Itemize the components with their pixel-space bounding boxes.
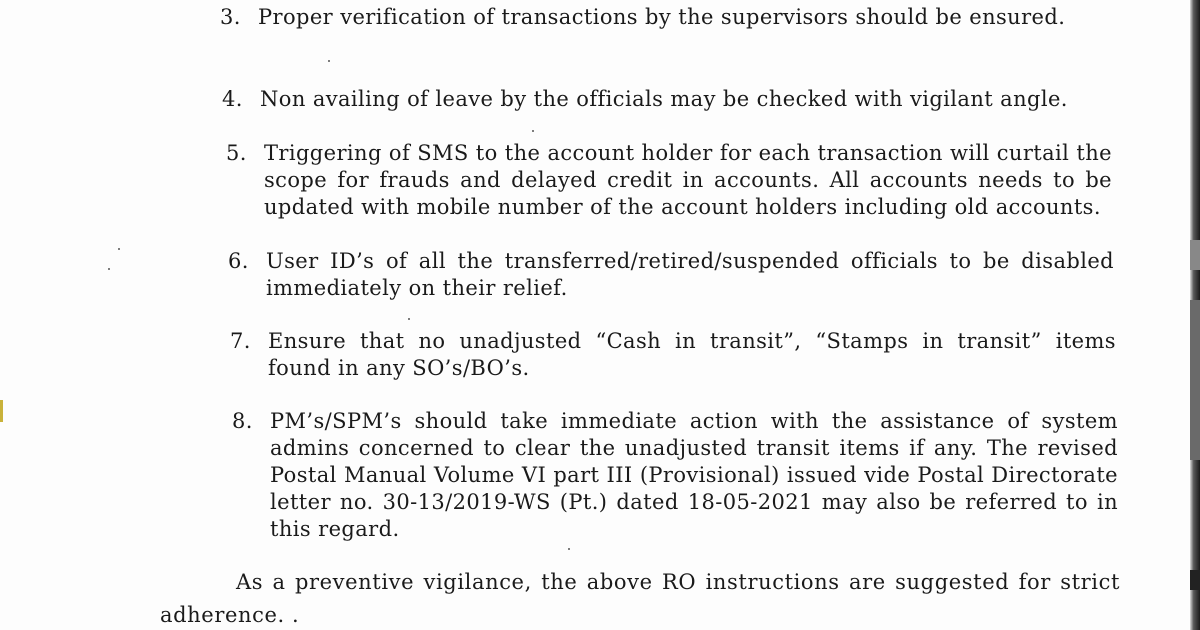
closing-paragraph: As a preventive vigilance, the above RO instructions are suggested for strict adherence. . [160, 570, 1120, 627]
scan-speck [328, 60, 330, 62]
scan-speck [108, 268, 110, 270]
item-number: 3. [220, 5, 241, 29]
scan-speck [408, 318, 410, 320]
item-text: PM’s/SPM’s should take immediate action with the assistance of system admins concerned to clear the unadjusted transit items if any. The revised Postal Manual Volume VI part III (Provisional) issued vide Postal Directorate letter no. 30-13/2019-WS (Pt.) dated 18-05-2021 may also be referred to in this regard. [270, 409, 1118, 541]
item-number: 8. [232, 409, 253, 433]
scan-speck [532, 130, 534, 132]
item-text: Ensure that no unadjusted “Cash in transit”, “Stamps in transit” items found in any SO’s/BO’s. [268, 329, 1116, 380]
scanner-edge [1190, 0, 1200, 630]
item-text: Non availing of leave by the officials may be checked with vigilant angle. [260, 87, 1068, 111]
item-number: 7. [230, 329, 251, 353]
item-text: Proper verification of transactions by the supervisors should be ensured. [258, 5, 1066, 29]
item-number: 5. [226, 141, 247, 165]
left-edge-mark [0, 400, 3, 422]
scan-speck [568, 548, 570, 550]
item-number: 4. [222, 87, 243, 111]
scan-speck [118, 248, 120, 250]
item-text: Triggering of SMS to the account holder for each transaction will curtail the scope for frauds and delayed credit in accounts. All accounts needs to be updated with mobile number of the account holders including old accounts. [264, 141, 1112, 219]
item-text: User ID’s of all the transferred/retired/suspended officials to be disabled immediately on their relief. [266, 249, 1114, 300]
item-number: 6. [228, 249, 249, 273]
